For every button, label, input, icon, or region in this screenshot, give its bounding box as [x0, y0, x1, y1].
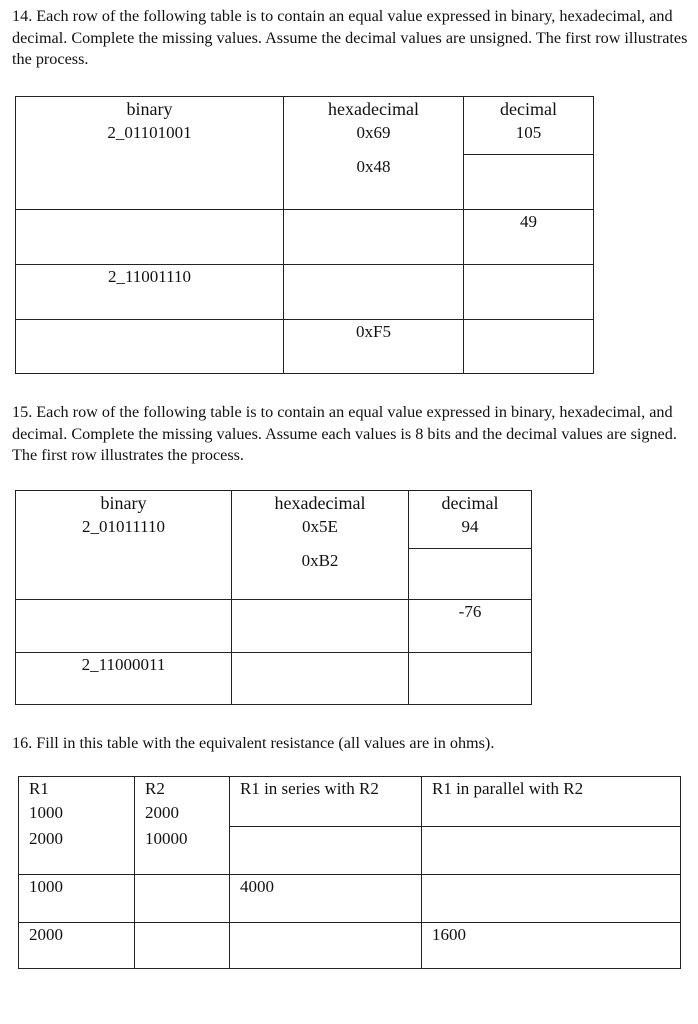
cell-value: 2_01011110 [81, 517, 166, 536]
column-header-r1: R1 [29, 779, 49, 798]
table-cell: 2_11001110 [16, 265, 284, 320]
table-row [16, 653, 532, 705]
table-cell [16, 600, 232, 653]
table-cell: 0xB2 [232, 549, 409, 600]
table-cell [409, 653, 532, 705]
table-14 [15, 96, 594, 374]
cell-value: 0x5E [302, 517, 338, 536]
table-row [19, 923, 681, 969]
table-row [16, 97, 594, 155]
table-cell [232, 491, 409, 549]
table-cell [284, 210, 464, 265]
question-14-text: 14. Each row of the following table is to contain an equal value expressed in binary, hexadecimal, and decimal. Complete the missing values. Assume the decimal values are unsigned. The first row illustrates the process. [12, 7, 688, 68]
column-header-hexadecimal: hexadecimal [274, 493, 366, 513]
table-row [16, 320, 594, 374]
table-cell: 1000 [19, 875, 135, 923]
column-header-parallel: R1 in parallel with R2 [432, 779, 584, 798]
table-cell: 2_11000011 [16, 653, 232, 705]
table-cell [422, 827, 681, 875]
table-cell [16, 491, 232, 549]
table-cell [16, 549, 232, 600]
table-cell: 2000 [19, 827, 135, 875]
table-cell [16, 210, 284, 265]
table-row [16, 265, 594, 320]
column-header-binary: binary [126, 99, 173, 119]
table-row [16, 491, 532, 549]
question-15-text: 15. Each row of the following table is to contain an equal value expressed in binary, hexadecimal, and decimal. Complete the missing values. Assume each values is 8 bits and the decimal values are signed. The first row illustrates the process. [12, 403, 677, 464]
table-cell [409, 491, 532, 549]
table-cell: 10000 [135, 827, 230, 875]
question-16-text: 16. Fill in this table with the equivalent resistance (all values are in ohms). [12, 734, 495, 752]
column-header-binary: binary [100, 493, 147, 513]
table-cell [284, 265, 464, 320]
table-cell [16, 320, 284, 374]
cell-value: 94 [461, 517, 479, 536]
column-header-decimal: decimal [500, 99, 557, 119]
table-row [19, 875, 681, 923]
table-cell [464, 320, 594, 374]
table-cell: 0xF5 [284, 320, 464, 374]
table-cell [409, 549, 532, 600]
column-header-r2: R2 [145, 779, 165, 798]
table-cell: 0x48 [284, 155, 464, 210]
column-header-decimal: decimal [441, 493, 499, 513]
table-cell [230, 777, 422, 827]
table-cell [16, 155, 284, 210]
table-cell [232, 600, 409, 653]
table-cell [422, 875, 681, 923]
table-cell [19, 777, 135, 827]
table-cell: -76 [409, 600, 532, 653]
table-cell [16, 97, 284, 155]
table-cell [422, 777, 681, 827]
table-cell [464, 155, 594, 210]
table-cell [135, 923, 230, 969]
table-15 [15, 490, 532, 705]
table-cell [135, 777, 230, 827]
table-row [16, 549, 532, 600]
table-row [16, 155, 594, 210]
table-cell [230, 827, 422, 875]
table-cell [284, 97, 464, 155]
table-cell [230, 923, 422, 969]
column-header-hexadecimal: hexadecimal [328, 99, 419, 119]
table-row [16, 600, 532, 653]
table-row [19, 827, 681, 875]
table-row [19, 777, 681, 827]
table-cell [135, 875, 230, 923]
cell-value: 1000 [29, 803, 63, 822]
cell-value: 2_01101001 [107, 123, 192, 142]
cell-value: 105 [515, 123, 542, 142]
table-cell: 4000 [230, 875, 422, 923]
table-cell: 49 [464, 210, 594, 265]
cell-value: 0x69 [356, 123, 391, 142]
table-cell: 2000 [19, 923, 135, 969]
table-cell [232, 653, 409, 705]
cell-value: 2000 [145, 803, 179, 822]
table-row [16, 210, 594, 265]
table-cell [464, 265, 594, 320]
table-16 [18, 776, 681, 969]
table-cell [464, 97, 594, 155]
column-header-series: R1 in series with R2 [240, 779, 379, 798]
table-cell: 1600 [422, 923, 681, 969]
